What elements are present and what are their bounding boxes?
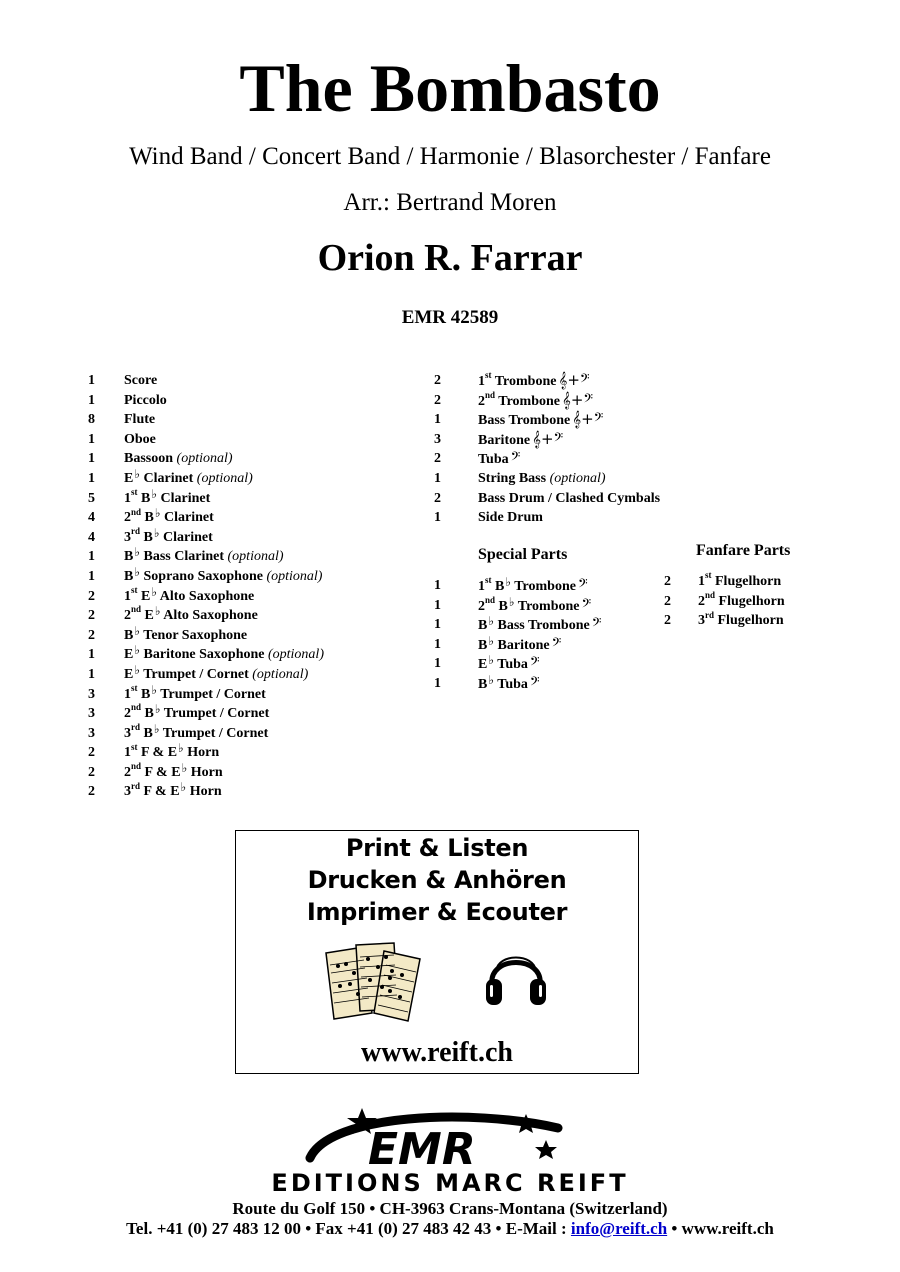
ordinal-number: 2 (478, 598, 485, 614)
part-label-rest: Baritone (494, 637, 550, 653)
part-label: B (478, 676, 488, 692)
part-quantity: 1 (88, 451, 95, 467)
clef-icon: 𝄞+𝄢 (532, 429, 564, 448)
part-quantity: 2 (664, 613, 671, 629)
ordinal-suffix: st (131, 486, 138, 497)
part-row (434, 508, 694, 528)
part-row (88, 645, 428, 665)
score-title: The Bombasto (239, 50, 661, 126)
part-quantity: 1 (88, 373, 95, 388)
flat-sign: ♭ (134, 662, 141, 677)
ordinal-number: 1 (124, 686, 131, 702)
flat-sign: ♭ (134, 466, 141, 481)
ordinal-suffix: st (485, 575, 492, 586)
ordinal-number: 1 (124, 490, 131, 506)
part-name (478, 654, 540, 675)
part-label: B (141, 490, 151, 506)
promo-website[interactable]: www.reift.ch (361, 1037, 513, 1068)
part-label: Trombone (498, 393, 560, 409)
part-label-rest: Tuba (494, 676, 528, 692)
part-row (434, 449, 694, 469)
part-label-rest: Clarinet (157, 490, 211, 506)
clef-icon: 𝄢 (591, 615, 602, 634)
part-name (478, 430, 563, 451)
clef-icon: 𝄢 (581, 595, 592, 614)
part-quantity: 2 (434, 490, 441, 506)
part-label-rest: Tenor Saxophone (140, 627, 248, 643)
part-name (478, 371, 590, 392)
sheet-music-icon (320, 939, 430, 1023)
ordinal-suffix: nd (485, 594, 496, 605)
part-label: B (124, 627, 134, 643)
flat-sign: ♭ (151, 486, 158, 501)
part-quantity: 1 (88, 666, 95, 682)
part-label: B (124, 568, 134, 584)
part-name (478, 469, 606, 489)
ordinal-suffix: rd (131, 780, 140, 791)
part-quantity: 2 (88, 745, 95, 761)
part-quantity: 3 (88, 686, 95, 702)
flat-sign: ♭ (134, 564, 141, 579)
part-name (124, 623, 248, 646)
part-row (664, 589, 864, 612)
part-name (124, 371, 157, 391)
clef-icon: 𝄞+𝄢 (558, 371, 590, 389)
part-row (88, 743, 428, 763)
part-label-rest: Clarinet (160, 510, 214, 526)
flat-sign: ♭ (508, 594, 515, 609)
part-name (478, 508, 543, 528)
part-label: B (144, 706, 154, 722)
part-name (124, 391, 167, 411)
part-quantity: 2 (88, 627, 95, 643)
promo-line-german: Drucken & Anhören (307, 866, 567, 894)
part-quantity: 8 (88, 412, 95, 428)
part-quantity: 2 (664, 593, 671, 609)
clef-icon: 𝄢 (510, 449, 521, 468)
part-quantity: 1 (88, 568, 95, 584)
part-quantity: 4 (88, 510, 95, 526)
part-quantity: 2 (88, 764, 95, 780)
part-label: E (124, 647, 134, 663)
catalog-number: EMR 42589 (401, 307, 499, 328)
part-quantity: 1 (434, 510, 441, 526)
part-label-rest: Trumpet / Cornet (157, 686, 266, 702)
part-label-rest: Alto Saxophone (160, 608, 258, 624)
flat-sign: ♭ (134, 545, 141, 560)
part-name (124, 584, 255, 607)
part-name (478, 489, 660, 509)
part-quantity: 1 (434, 412, 441, 428)
part-quantity: 3 (434, 431, 441, 447)
ordinal-suffix: st (131, 682, 138, 693)
part-name (124, 645, 324, 665)
part-name (124, 782, 222, 802)
part-label: Bass Trombone (478, 413, 571, 429)
contact-phone-fax: Tel. +41 (0) 27 483 12 00 • Fax +41 (0) 27 483 42 43 • E-Mail : (126, 1219, 571, 1238)
part-row (88, 564, 428, 587)
part-name (478, 674, 540, 695)
ordinal-number: 3 (124, 784, 131, 800)
part-name (124, 760, 223, 783)
part-quantity: 1 (88, 431, 95, 447)
part-label-rest: Clarinet (140, 470, 194, 486)
flat-sign: ♭ (180, 780, 187, 795)
part-row (434, 489, 694, 509)
part-name (124, 564, 323, 587)
optional-note: (optional) (252, 666, 309, 682)
part-row (434, 654, 654, 674)
part-name (124, 486, 211, 509)
ordinal-number: 2 (698, 593, 705, 609)
flat-sign: ♭ (181, 760, 188, 775)
part-quantity: 2 (88, 588, 95, 604)
flat-sign: ♭ (488, 633, 495, 648)
part-label: Tuba (478, 452, 509, 468)
part-label-rest: Horn (183, 745, 220, 761)
part-quantity: 1 (88, 549, 95, 565)
ordinal-suffix: st (131, 741, 138, 752)
clef-icon: 𝄢 (529, 654, 540, 673)
emr-logo (300, 1106, 600, 1172)
ordinal-number: 3 (698, 613, 705, 629)
ordinal-number: 2 (124, 608, 131, 624)
part-name (478, 410, 603, 431)
flat-sign: ♭ (151, 584, 158, 599)
flat-sign: ♭ (134, 643, 141, 658)
part-quantity: 1 (434, 636, 441, 652)
part-label-rest: Trombone (514, 598, 580, 614)
part-label-rest: Tuba (494, 657, 528, 673)
flat-sign: ♭ (505, 575, 512, 589)
part-quantity: 3 (88, 706, 95, 722)
part-quantity: 2 (434, 392, 441, 408)
part-label: Trombone (494, 374, 557, 389)
ordinal-number: 1 (124, 588, 131, 604)
ordinal-suffix: st (705, 570, 712, 581)
part-name (124, 410, 155, 430)
part-row (88, 391, 428, 411)
contact-website[interactable]: • www.reift.ch (667, 1219, 774, 1238)
part-label: Flute (124, 412, 156, 428)
ordinal-number: 2 (124, 764, 131, 780)
part-label: B (143, 725, 153, 741)
part-label: E (478, 657, 488, 673)
part-row (88, 760, 428, 783)
part-label: Side Drum (478, 510, 543, 526)
ordinal-suffix: rd (131, 526, 140, 537)
part-label: F & E (141, 745, 178, 761)
part-name (124, 430, 156, 450)
part-label: B (478, 618, 488, 634)
flat-sign: ♭ (488, 614, 495, 629)
ordinal-number: 1 (124, 745, 131, 761)
flat-sign: ♭ (178, 741, 184, 756)
part-quantity: 3 (88, 725, 95, 741)
ordinal-suffix: rd (131, 722, 140, 733)
flat-sign: ♭ (488, 672, 495, 687)
flat-sign: ♭ (154, 604, 161, 619)
special-parts-list (434, 576, 654, 694)
part-row (434, 635, 654, 655)
part-name (698, 589, 785, 612)
part-quantity: 1 (88, 647, 95, 663)
part-name (478, 391, 593, 412)
ensemble-subtitle: Wind Band / Concert Band / Harmonie / Blasorchester / Fanfare (129, 143, 771, 170)
optional-note: (optional) (266, 568, 323, 584)
part-label: Piccolo (124, 392, 167, 408)
part-row (664, 572, 864, 592)
part-row (434, 391, 694, 411)
part-row (434, 371, 694, 391)
part-row (88, 782, 428, 802)
part-label: B (124, 549, 134, 565)
part-label-rest: Bass Clarinet (140, 549, 225, 565)
ordinal-suffix: rd (705, 609, 714, 620)
part-label-rest: Trumpet / Cornet (160, 706, 270, 722)
part-label: E (141, 588, 151, 604)
part-label-rest: Alto Saxophone (157, 588, 255, 604)
part-label: E (124, 470, 134, 486)
part-label-rest: Horn (186, 784, 222, 800)
ordinal-number: 3 (124, 725, 131, 741)
composer-name: Orion R. Farrar (317, 237, 583, 279)
part-name (698, 572, 781, 592)
part-label-rest: Trumpet / Cornet (159, 725, 269, 741)
part-row (88, 371, 428, 391)
part-label: B (498, 598, 508, 614)
part-quantity: 1 (434, 578, 441, 593)
part-quantity: 2 (434, 451, 441, 467)
ordinal-number: 1 (698, 574, 705, 589)
part-quantity: 2 (664, 574, 671, 589)
part-quantity: 4 (88, 529, 95, 545)
arranger-credit: Arr.: Bertrand Moren (343, 189, 557, 216)
parts-list-left (88, 371, 428, 802)
ordinal-number: 3 (124, 529, 131, 545)
part-label-rest: Clarinet (159, 529, 213, 545)
ordinal-suffix: nd (705, 589, 716, 600)
part-quantity: 2 (88, 608, 95, 624)
part-row (434, 410, 694, 430)
part-row (88, 430, 428, 450)
part-name (124, 449, 233, 469)
part-quantity: 1 (434, 675, 441, 691)
part-label: B (143, 529, 153, 545)
part-name (478, 449, 520, 470)
part-label: E (124, 666, 134, 682)
part-label: Flugelhorn (717, 613, 784, 629)
part-row (434, 469, 694, 489)
part-name (124, 508, 214, 528)
clef-icon: 𝄢 (529, 673, 540, 692)
part-name (478, 615, 601, 636)
part-row (88, 486, 428, 509)
ordinal-number: 2 (478, 393, 485, 409)
publisher-address: Route du Golf 150 • CH-3963 Crans-Montana (Switzerland) (232, 1199, 668, 1218)
promo-line-english: Print & Listen (345, 834, 529, 862)
clef-icon: 𝄢 (577, 576, 588, 594)
part-row (434, 576, 654, 596)
part-quantity: 1 (434, 470, 441, 486)
promo-line-french: Imprimer & Ecouter (306, 898, 568, 926)
part-label: B (478, 637, 488, 653)
optional-note: (optional) (549, 470, 606, 486)
flat-sign: ♭ (134, 623, 141, 638)
ordinal-suffix: nd (485, 389, 496, 400)
part-label-rest: Bass Trombone (494, 618, 590, 634)
part-label-rest: Soprano Saxophone (140, 568, 263, 584)
publisher-contact (0, 1218, 900, 1240)
parts-list-middle (434, 371, 694, 528)
part-quantity: 1 (88, 470, 95, 486)
part-quantity: 1 (434, 617, 441, 633)
print-listen-box (235, 830, 639, 1074)
publisher-name: EDITIONS MARC REIFT (271, 1169, 629, 1197)
part-name (124, 466, 253, 489)
part-label: Bassoon (124, 451, 174, 467)
part-name (124, 682, 266, 705)
part-row (88, 466, 428, 489)
clef-icon: 𝄢 (551, 634, 562, 653)
part-label: Baritone (478, 432, 531, 448)
ordinal-suffix: nd (131, 506, 142, 517)
part-label: B (495, 579, 505, 594)
flat-sign: ♭ (153, 721, 160, 736)
part-quantity: 5 (88, 490, 95, 506)
part-label-rest: Baritone Saxophone (140, 647, 265, 663)
part-label: Oboe (124, 431, 156, 447)
optional-note: (optional) (227, 549, 284, 565)
svg-text:EMR: EMR (368, 1124, 476, 1172)
part-label: F & E (143, 784, 180, 800)
part-quantity: 2 (434, 373, 441, 388)
part-row (664, 611, 864, 631)
ordinal-number: 2 (124, 706, 131, 722)
part-label: E (144, 608, 154, 624)
part-label: String Bass (478, 470, 547, 486)
flat-sign: ♭ (154, 702, 161, 717)
part-label-rest: Horn (187, 764, 223, 780)
ordinal-suffix: nd (131, 604, 142, 615)
part-row (434, 674, 654, 694)
part-name (124, 606, 258, 626)
part-name (478, 576, 588, 597)
part-row (88, 721, 428, 744)
flat-sign: ♭ (153, 525, 160, 540)
optional-note: (optional) (267, 647, 324, 663)
part-name (698, 611, 784, 631)
part-row (88, 704, 428, 724)
ordinal-suffix: st (485, 370, 492, 381)
part-label-rest: Trombone (511, 579, 576, 594)
part-row (434, 596, 654, 616)
part-quantity: 1 (434, 597, 441, 613)
part-label: Flugelhorn (718, 593, 785, 609)
flat-sign: ♭ (488, 653, 495, 668)
part-label: Flugelhorn (715, 574, 782, 589)
flat-sign: ♭ (151, 682, 158, 697)
ordinal-number: 1 (478, 374, 485, 389)
ordinal-number: 2 (124, 510, 131, 526)
part-label: B (144, 510, 154, 526)
part-row (434, 615, 654, 635)
contact-email-link[interactable]: info@reift.ch (570, 1219, 668, 1238)
part-name (124, 547, 284, 567)
optional-note: (optional) (196, 470, 253, 486)
clef-icon: 𝄞+𝄢 (572, 410, 604, 429)
fanfare-parts-list (664, 572, 864, 631)
ordinal-suffix: nd (131, 702, 142, 713)
flat-sign: ♭ (154, 506, 161, 521)
part-row (88, 410, 428, 430)
part-name (124, 721, 269, 744)
part-label: F & E (144, 764, 181, 780)
part-label: B (141, 686, 151, 702)
part-row (88, 547, 428, 567)
part-row (88, 606, 428, 626)
part-label: Bass Drum / Clashed Cymbals (478, 490, 661, 506)
part-name (124, 662, 309, 685)
part-row (88, 662, 428, 685)
part-label-rest: Trumpet / Cornet (140, 666, 249, 682)
part-quantity: 1 (88, 392, 95, 408)
headphones-icon (484, 941, 548, 1011)
part-quantity: 1 (434, 656, 441, 672)
optional-note: (optional) (176, 451, 233, 467)
part-row (434, 430, 694, 450)
special-parts-heading: Special Parts (478, 546, 568, 563)
fanfare-parts-heading: Fanfare Parts (696, 542, 791, 559)
clef-icon: 𝄞+𝄢 (561, 390, 594, 409)
part-name (478, 596, 591, 617)
part-label: Score (124, 373, 158, 388)
part-quantity: 2 (88, 784, 95, 800)
part-row (88, 508, 428, 528)
ordinal-suffix: nd (131, 761, 142, 772)
part-name (124, 743, 219, 763)
ordinal-number: 1 (478, 579, 485, 594)
part-name (124, 704, 269, 724)
ordinal-suffix: st (131, 584, 138, 595)
